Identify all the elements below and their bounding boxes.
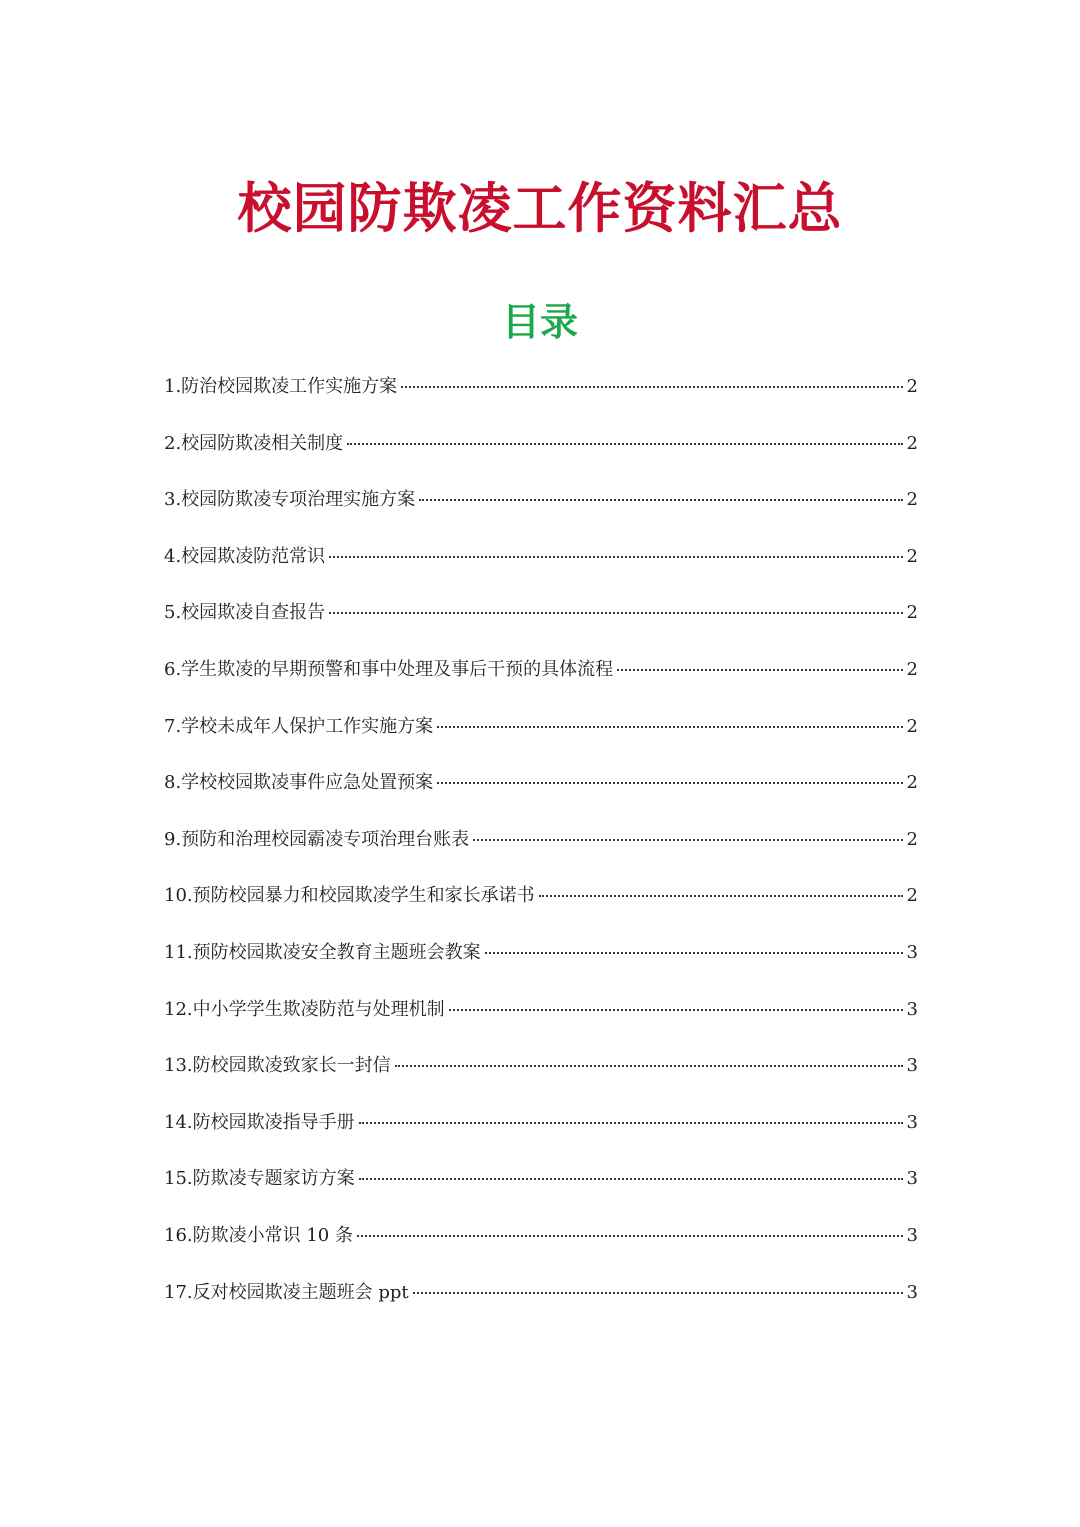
toc-entry[interactable]	[164, 372, 918, 429]
toc-entry[interactable]	[164, 429, 918, 486]
toc-entry-label: 11.预防校园欺凌安全教育主题班会教案	[164, 941, 481, 963]
toc-entry-label: 8.学校校园欺凌事件应急处置预案	[164, 772, 434, 794]
toc-entry-label: 3.校园防欺凌专项治理实施方案	[164, 489, 416, 511]
toc-entry[interactable]	[164, 655, 918, 712]
toc-entry-label: 10.预防校园暴力和校园欺凌学生和家长承诺书	[164, 885, 535, 907]
toc-entry[interactable]	[164, 542, 918, 599]
toc-entry-page-number: 3	[906, 1111, 918, 1133]
toc-entry-label: 15.防欺凌专题家访方案	[164, 1168, 355, 1190]
toc-entry-label: 4.校园欺凌防范常识	[164, 545, 326, 567]
toc-entry[interactable]	[164, 1221, 918, 1278]
toc-leader-dots	[419, 499, 902, 501]
toc-leader-dots	[329, 556, 902, 558]
toc-entry-page-number: 3	[906, 998, 918, 1020]
toc-leader-dots	[347, 443, 902, 445]
toc-leader-dots	[359, 1122, 903, 1124]
toc-entry-page-number: 3	[906, 1055, 918, 1077]
toc-leader-dots	[395, 1065, 903, 1067]
toc-entry[interactable]	[164, 1164, 918, 1221]
toc-entry[interactable]	[164, 995, 918, 1052]
toc-entry-label: 13.防校园欺凌致家长一封信	[164, 1055, 391, 1077]
toc-entry[interactable]	[164, 825, 918, 882]
toc-entry-page-number: 3	[906, 1168, 918, 1190]
toc-entry-page-number: 2	[906, 545, 918, 567]
toc-entry[interactable]	[164, 881, 918, 938]
toc-entry[interactable]	[164, 712, 918, 769]
toc-entry-page-number: 2	[906, 828, 918, 850]
toc-entry-label: 17.反对校园欺凌主题班会 ppt	[164, 1281, 409, 1303]
toc-leader-dots	[401, 386, 902, 388]
toc-entry-page-number: 2	[906, 602, 918, 624]
toc-leader-dots	[359, 1178, 903, 1180]
toc-entry-page-number: 3	[906, 1224, 918, 1246]
toc-entry[interactable]	[164, 1278, 918, 1335]
document-title: 校园防欺凌工作资料汇总	[237, 176, 843, 240]
toc-entry-label: 12.中小学学生欺凌防范与处理机制	[164, 998, 445, 1020]
toc-leader-dots	[449, 1009, 903, 1011]
toc-entry-label: 1.防治校园欺凌工作实施方案	[164, 376, 398, 397]
toc-entry-page-number: 2	[906, 376, 918, 397]
toc-entry-label: 7.学校未成年人保护工作实施方案	[164, 715, 434, 737]
toc-leader-dots	[357, 1235, 903, 1237]
toc-entry-label: 6.学生欺凌的早期预警和事中处理及事后干预的具体流程	[164, 658, 614, 680]
toc-entry[interactable]	[164, 1108, 918, 1165]
toc-entry-page-number: 3	[906, 1281, 918, 1303]
toc-entry-page-number: 2	[906, 772, 918, 794]
toc-leader-dots	[539, 895, 903, 897]
toc-entry-page-number: 3	[906, 941, 918, 963]
toc-leader-dots	[485, 952, 903, 954]
toc-entry-page-number: 2	[906, 715, 918, 737]
toc-leader-dots	[473, 839, 902, 841]
toc-leader-dots	[413, 1292, 903, 1294]
toc-entry-label: 2.校园防欺凌相关制度	[164, 432, 344, 454]
toc-heading: 目录	[501, 299, 578, 344]
toc-leader-dots	[437, 782, 902, 784]
toc-entry-label: 14.防校园欺凌指导手册	[164, 1111, 355, 1133]
toc-entry-page-number: 2	[906, 432, 918, 454]
toc-leader-dots	[437, 726, 902, 728]
toc-entry[interactable]	[164, 938, 918, 995]
toc-entry-label: 16.防欺凌小常识 10 条	[164, 1224, 353, 1246]
toc-entry[interactable]	[164, 768, 918, 825]
toc-entry-page-number: 2	[906, 658, 918, 680]
toc-entry[interactable]	[164, 485, 918, 542]
toc-leader-dots	[329, 612, 902, 614]
toc-entry[interactable]	[164, 1051, 918, 1108]
table-of-contents	[164, 372, 918, 1334]
toc-leader-dots	[617, 669, 902, 671]
toc-entry-page-number: 2	[906, 885, 918, 907]
toc-entry[interactable]	[164, 598, 918, 655]
toc-entry-label: 5.校园欺凌自查报告	[164, 602, 326, 624]
toc-entry-page-number: 2	[906, 489, 918, 511]
toc-entry-label: 9.预防和治理校园霸凌专项治理台账表	[164, 828, 470, 850]
